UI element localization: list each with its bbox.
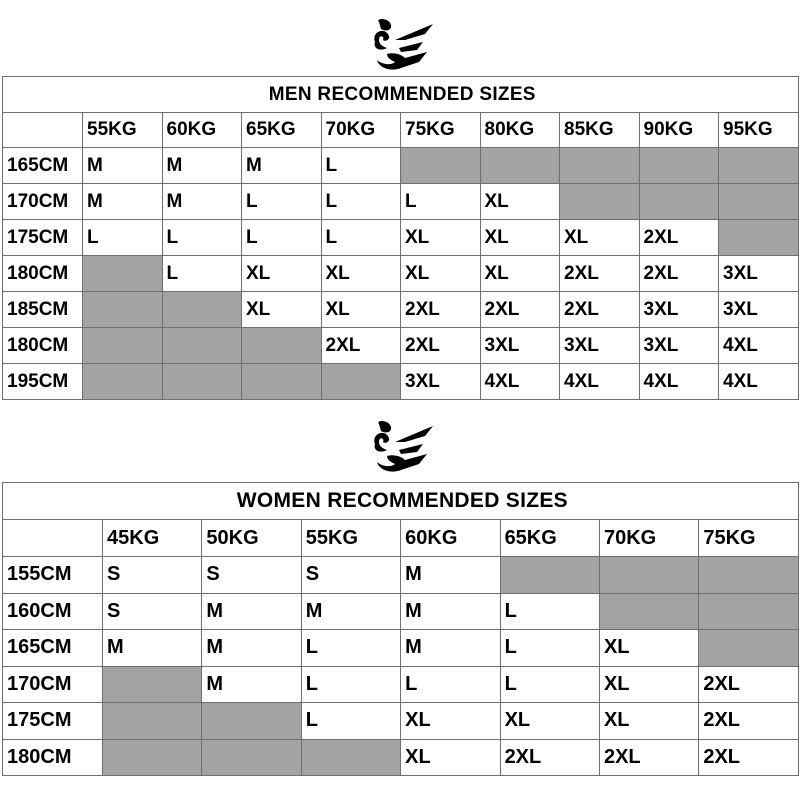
size-cell: XL <box>480 220 560 256</box>
corner-cell <box>3 113 83 148</box>
men-weight-header-row <box>3 113 799 148</box>
women-table-title: WOMEN RECOMMENDED SIZES <box>3 483 799 520</box>
unavailable-cell <box>500 557 599 594</box>
table-row <box>3 148 799 184</box>
size-cell: 2XL <box>639 220 719 256</box>
table-row <box>3 328 799 364</box>
height-label: 155CM <box>3 557 103 594</box>
table-row <box>3 703 799 740</box>
brand-logo-icon <box>365 420 435 478</box>
height-label: 175CM <box>3 220 83 256</box>
unavailable-cell <box>719 148 799 184</box>
unavailable-cell <box>560 148 640 184</box>
unavailable-cell <box>401 148 481 184</box>
unavailable-cell <box>699 557 798 594</box>
weight-header: 75KG <box>699 520 798 557</box>
unavailable-cell <box>242 328 322 364</box>
table-row <box>3 364 799 400</box>
size-cell: L <box>401 666 500 703</box>
unavailable-cell <box>83 364 163 400</box>
size-cell: 3XL <box>719 292 799 328</box>
weight-header: 55KG <box>301 520 400 557</box>
height-label: 180CM <box>3 256 83 292</box>
size-cell: 2XL <box>599 739 698 776</box>
unavailable-cell <box>639 148 719 184</box>
size-cell: L <box>500 593 599 630</box>
weight-header: 50KG <box>202 520 301 557</box>
size-cell: XL <box>599 703 698 740</box>
size-cell: L <box>242 220 322 256</box>
size-cell: M <box>301 593 400 630</box>
unavailable-cell <box>719 220 799 256</box>
size-cell: XL <box>242 256 322 292</box>
unavailable-cell <box>321 364 401 400</box>
size-cell: S <box>103 557 202 594</box>
weight-header: 70KG <box>599 520 698 557</box>
size-cell: M <box>103 630 202 667</box>
brand-logo-top <box>365 18 435 76</box>
size-cell: M <box>401 557 500 594</box>
unavailable-cell <box>83 256 163 292</box>
unavailable-cell <box>599 593 698 630</box>
size-cell: L <box>301 666 400 703</box>
weight-header: 60KG <box>162 113 242 148</box>
size-cell: M <box>202 630 301 667</box>
weight-header: 95KG <box>719 113 799 148</box>
women-title-row <box>3 483 799 520</box>
size-cell: L <box>321 184 401 220</box>
brand-logo-bottom <box>365 420 435 478</box>
size-cell: M <box>162 148 242 184</box>
size-cell: 2XL <box>500 739 599 776</box>
weight-header: 65KG <box>500 520 599 557</box>
height-label: 165CM <box>3 148 83 184</box>
weight-header: 75KG <box>401 113 481 148</box>
unavailable-cell <box>162 328 242 364</box>
weight-header: 70KG <box>321 113 401 148</box>
size-cell: XL <box>401 220 481 256</box>
size-cell: S <box>301 557 400 594</box>
table-row <box>3 557 799 594</box>
size-cell: L <box>321 148 401 184</box>
corner-cell <box>3 520 103 557</box>
size-cell: 3XL <box>480 328 560 364</box>
weight-header: 90KG <box>639 113 719 148</box>
unavailable-cell <box>719 184 799 220</box>
unavailable-cell <box>480 148 560 184</box>
size-cell: XL <box>401 703 500 740</box>
size-cell: L <box>500 630 599 667</box>
size-cell: L <box>83 220 163 256</box>
weight-header: 65KG <box>242 113 322 148</box>
height-label: 160CM <box>3 593 103 630</box>
size-cell: XL <box>599 666 698 703</box>
unavailable-cell <box>301 739 400 776</box>
size-cell: M <box>202 593 301 630</box>
size-cell: 2XL <box>699 739 798 776</box>
unavailable-cell <box>83 328 163 364</box>
size-cell: XL <box>401 739 500 776</box>
size-cell: 2XL <box>321 328 401 364</box>
unavailable-cell <box>103 703 202 740</box>
size-cell: L <box>301 630 400 667</box>
height-label: 180CM <box>3 739 103 776</box>
unavailable-cell <box>599 557 698 594</box>
unavailable-cell <box>560 184 640 220</box>
size-cell: 2XL <box>480 292 560 328</box>
size-cell: 3XL <box>639 328 719 364</box>
size-cell: L <box>401 184 481 220</box>
table-row <box>3 593 799 630</box>
table-row <box>3 666 799 703</box>
size-cell: 3XL <box>639 292 719 328</box>
unavailable-cell <box>103 666 202 703</box>
unavailable-cell <box>639 184 719 220</box>
size-cell: XL <box>401 256 481 292</box>
size-cell: 3XL <box>719 256 799 292</box>
unavailable-cell <box>202 703 301 740</box>
size-cell: 4XL <box>719 328 799 364</box>
size-cell: 3XL <box>560 328 640 364</box>
table-row <box>3 220 799 256</box>
size-cell: 2XL <box>401 292 481 328</box>
size-cell: S <box>103 593 202 630</box>
unavailable-cell <box>699 593 798 630</box>
size-cell: XL <box>480 256 560 292</box>
weight-header: 60KG <box>401 520 500 557</box>
weight-header: 55KG <box>83 113 163 148</box>
height-label: 170CM <box>3 184 83 220</box>
unavailable-cell <box>699 630 798 667</box>
weight-header: 85KG <box>560 113 640 148</box>
size-cell: L <box>301 703 400 740</box>
height-label: 170CM <box>3 666 103 703</box>
men-size-table <box>2 76 799 400</box>
size-cell: L <box>242 184 322 220</box>
size-cell: XL <box>321 292 401 328</box>
size-cell: 2XL <box>699 703 798 740</box>
size-cell: XL <box>560 220 640 256</box>
weight-header: 80KG <box>480 113 560 148</box>
size-cell: M <box>83 148 163 184</box>
table-row <box>3 630 799 667</box>
size-cell: 4XL <box>480 364 560 400</box>
size-cell: M <box>401 630 500 667</box>
unavailable-cell <box>242 364 322 400</box>
unavailable-cell <box>202 739 301 776</box>
weight-header: 45KG <box>103 520 202 557</box>
size-cell: M <box>162 184 242 220</box>
unavailable-cell <box>83 292 163 328</box>
men-title-row <box>3 77 799 113</box>
men-table-title: MEN RECOMMENDED SIZES <box>3 77 799 113</box>
height-label: 180CM <box>3 328 83 364</box>
table-row <box>3 184 799 220</box>
women-weight-header-row <box>3 520 799 557</box>
size-cell: M <box>83 184 163 220</box>
size-cell: 4XL <box>560 364 640 400</box>
size-cell: XL <box>242 292 322 328</box>
size-cell: 4XL <box>719 364 799 400</box>
size-cell: L <box>162 256 242 292</box>
unavailable-cell <box>162 292 242 328</box>
size-cell: XL <box>500 703 599 740</box>
size-cell: L <box>321 220 401 256</box>
size-cell: XL <box>480 184 560 220</box>
size-cell: M <box>242 148 322 184</box>
women-size-table <box>2 482 799 776</box>
size-cell: 4XL <box>639 364 719 400</box>
table-row <box>3 292 799 328</box>
size-cell: 2XL <box>560 256 640 292</box>
unavailable-cell <box>162 364 242 400</box>
table-row <box>3 256 799 292</box>
size-cell: L <box>500 666 599 703</box>
size-cell: 2XL <box>560 292 640 328</box>
size-cell: S <box>202 557 301 594</box>
height-label: 175CM <box>3 703 103 740</box>
table-row <box>3 739 799 776</box>
height-label: 165CM <box>3 630 103 667</box>
size-cell: M <box>202 666 301 703</box>
size-cell: XL <box>321 256 401 292</box>
size-cell: 3XL <box>401 364 481 400</box>
size-cell: XL <box>599 630 698 667</box>
size-cell: 2XL <box>699 666 798 703</box>
height-label: 195CM <box>3 364 83 400</box>
size-cell: 2XL <box>639 256 719 292</box>
brand-logo-icon <box>365 18 435 76</box>
size-cell: M <box>401 593 500 630</box>
unavailable-cell <box>103 739 202 776</box>
height-label: 185CM <box>3 292 83 328</box>
size-cell: 2XL <box>401 328 481 364</box>
size-cell: L <box>162 220 242 256</box>
